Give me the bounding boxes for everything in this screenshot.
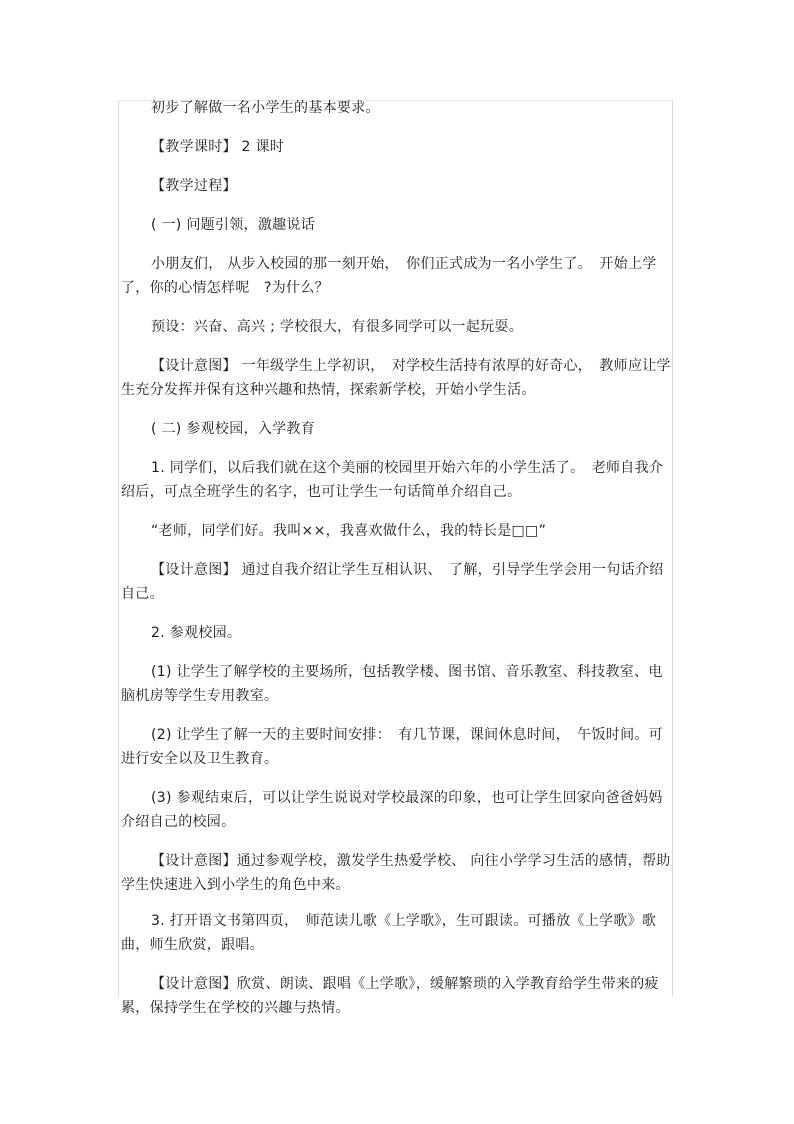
paragraph-section-1-question: 小朋友们， 从步入校园的那一刻开始， 你们正式成为一名小学生了。 开始上学了，你的心情怎样呢 ?为什么？ <box>121 256 657 296</box>
paragraph-section-1-heading: ( 一) 问题引领，激趣说话 <box>151 217 316 233</box>
paragraph-design-intent-1: 【设计意图】 一年级学生上学初识， 对学校生活持有浓厚的好奇心， 教师应让学生充分发挥并保有这种兴趣和热情，探索新学校，开始小学生活。 <box>121 358 671 398</box>
paragraph-design-intent-2: 【设计意图】 通过自我介绍让学生互相认识、 了解，引导学生学会用一句话介绍自己。 <box>121 562 664 602</box>
paragraph-lesson-hours: 【教学课时】 2 课时 <box>151 139 285 155</box>
paragraph-step-2: 2. 参观校园。 <box>151 625 242 641</box>
paragraph-step-2-item-1: (1) 让学生了解学校的主要场所，包括教学楼、图书馆、音乐教室、科技教室、电脑机房等学生专用教室。 <box>121 664 663 704</box>
paragraph-step-2-item-3: (3) 参观结束后，可以让学生说说对学校最深的印象，也可让学生回家向爸爸妈妈介绍自己的校园。 <box>121 790 663 830</box>
paragraph-intro: 初步了解做一名小学生的基本要求。 <box>151 100 380 116</box>
paragraph-teaching-process-heading: 【教学过程】 <box>151 178 237 194</box>
paragraph-design-intent-4: 【设计意图】欣赏、朗读、跟唱《上学歌》，缓解繁琐的入学教育给学生带来的疲累，保持学生在学校的兴趣与热情。 <box>121 976 659 1016</box>
paragraph-design-intent-3: 【设计意图】通过参观学校，激发学生热爱学校、 向往小学学习生活的感情，帮助学生快速进入到小学生的角色中来。 <box>121 853 671 893</box>
paragraph-self-intro-quote: “老师，同学们好。我叫××，我喜欢做什么，我的特长是□□” <box>151 523 547 539</box>
paragraph-preset-answer: 预设：兴奋、高兴 ; 学校很大，有很多同学可以一起玩耍。 <box>151 319 524 335</box>
document-body <box>121 96 673 1035</box>
paragraph-step-1: 1. 同学们，以后我们就在这个美丽的校园里开始六年的小学生活了。 老师自我介绍后，可点全班学生的名字，也可让学生一句话简单介绍自己。 <box>121 460 664 500</box>
paragraph-step-2-item-2: (2) 让学生了解一天的主要时间安排： 有几节课，课间休息时间， 午饭时间。可进行安全以及卫生教育。 <box>121 727 663 767</box>
paragraph-section-2-heading: ( 二) 参观校园，入学教育 <box>151 421 316 437</box>
paragraph-step-3: 3. 打开语文书第四页， 师范读儿歌《上学歌》，生可跟读。可播放《上学歌》歌曲，师生欣赏，跟唱。 <box>121 913 657 953</box>
